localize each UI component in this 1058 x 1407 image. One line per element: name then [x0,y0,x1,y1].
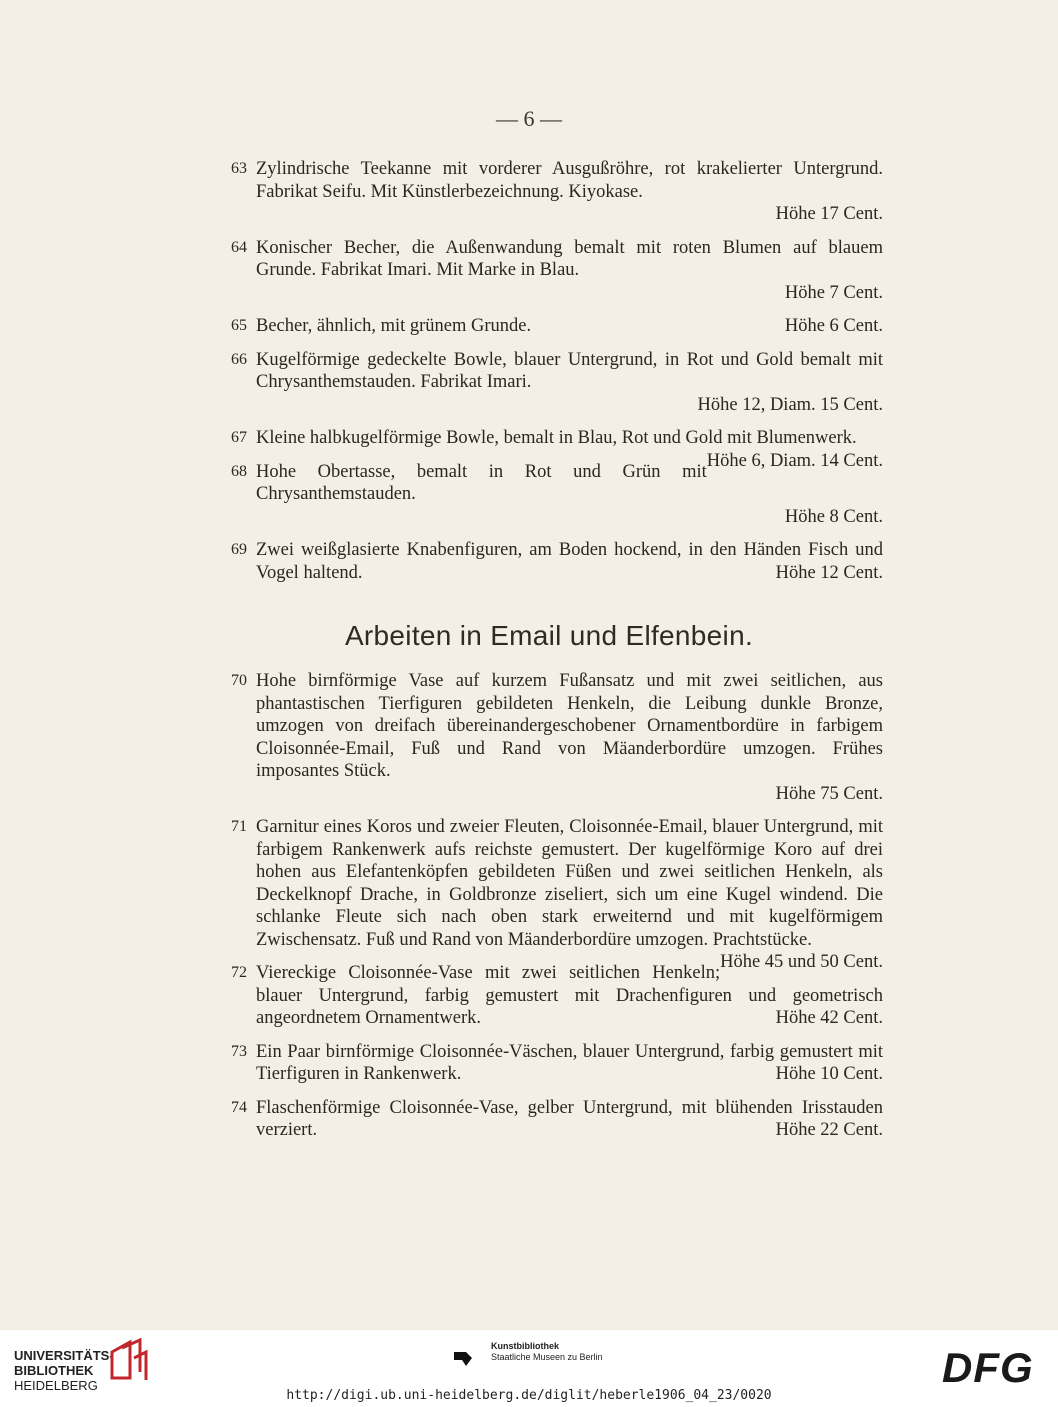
dfg-logo[interactable]: DFG [942,1344,1034,1391]
entry-description-text: Hohe birnförmige Vase auf kurzem Fußansatz und mit zwei seitlichen, aus phantastischen Tierfiguren gebildeten Henkeln, die Leibung dunkle Bronze, umzogen von dreifach übereinandergeschobener Ornamentbordüre in farbigem Cloisonnée-Email, Fuß und Rand von Mäanderbordüre umzogen. Frühes imposantes Stück. [256,671,883,781]
entry-number: 67 [231,429,247,446]
entry-description-text: Becher, ähnlich, mit grünem Grunde. [256,316,532,336]
entry-description-text: Kleine halbkugelförmige Bowle, bemalt in Blau, Rot und Gold mit Blumenwerk. [256,428,857,448]
entry-description-text: Kugelförmige gedeckelte Bowle, blauer Untergrund, in Rot und Gold bemalt mit Chrysanthemstauden. Fabrikat Imari. [256,349,883,392]
entry-number: 69 [231,541,247,558]
entry-number: 73 [231,1042,247,1060]
catalogue-entry [215,158,883,226]
entry-number: 66 [231,350,247,368]
section-title: Arbeiten in Email und Elfenbein. [344,620,754,651]
entry-description [256,237,883,282]
catalogue-entry [215,237,883,305]
entry-measurement: Höhe 7 Cent. [784,282,883,303]
catalogue-entry [215,315,883,338]
entry-description [256,670,883,783]
entry-description [256,1041,883,1086]
entry-description-text: Hohe Obertasse, bemalt in Rot und Grün mit Chrysanthemstauden. [256,461,707,504]
entry-description [256,315,883,338]
entry-number: 71 [231,818,247,835]
catalogue-entry [215,539,883,584]
entry-description [256,461,883,506]
entry-description-text: Viereckige Cloisonnée-Vase mit zwei seitlichen Henkeln; blauer Untergrund, farbig gemustert mit Drachenfiguren und geometrisch angeordnetem Ornamentwerk. [256,963,883,1028]
entry-measurement: Höhe 22 Cent. [775,1120,883,1140]
entry-description [256,962,883,1030]
library-name-line3: HEIDELBERG [14,1378,98,1393]
entry-measurement: Höhe 45 und 50 Cent. [720,952,883,972]
catalogue-entry [215,1097,883,1142]
catalogue-entry [215,1041,883,1086]
kunstbibliothek-logo-icon [452,1344,474,1368]
catalogue-entry [215,816,883,972]
catalogue-entry [215,461,883,529]
entry-description-text: Garnitur eines Koros und zweier Fleuten, Cloisonnée-Email, blauer Untergrund, mit farbigem Rankenwerk aufs reichste gemustert. Der kugelförmige Koro auf drei hohen aus Elefantenköpfen gebildeten Füßen und zwei seitlichen Henkeln, als Deckelknopf Drache, in Goldbronze ziseliert, sich um eine Kugel windend. Die schlanke Fleute sich nach oben stark erweiternd und mit kugelförmigem Zwischensatz. Fuß und Rand von Mäanderbordüre umzogen. Prachtstücke. [256,817,883,950]
entry-description-text: Konischer Becher, die Außenwandung bemalt mit roten Blumen auf blauem Grunde. Fabrikat Imari. Mit Marke in Blau. [256,237,883,280]
entry-measurement: Höhe 75 Cent. [775,783,883,804]
entry-description [256,1097,883,1142]
entry-measurement: Höhe 12, Diam. 15 Cent. [697,394,883,415]
catalogue-entry [215,670,883,805]
catalogue-content [215,158,883,1153]
entry-number: 63 [231,160,247,177]
catalogue-entry [215,349,883,417]
entry-number: 65 [231,317,247,334]
entry-measurement: Höhe 17 Cent. [775,204,883,224]
entry-measurement: Höhe 12 Cent. [775,562,883,583]
entries-email-elfenbein [215,670,883,1142]
library-name-line1: UNIVERSITÄTS- [14,1348,114,1363]
entry-description-text: Zylindrische Teekanne mit vorderer Ausgußröhre, rot krakelierter Untergrund. Fabrikat Seifu. Mit Künstlerbezeichnung. Kiyokase. [256,159,883,202]
entry-description [256,539,883,584]
entry-number: 68 [231,462,247,480]
entry-description-text: Flaschenförmige Cloisonnée-Vase, gelber Untergrund, mit blühenden Irisstauden verziert. [256,1097,883,1140]
entry-measurement: Höhe 6, Diam. 14 Cent. [706,450,883,471]
catalogue-entry [215,962,883,1030]
entry-description [256,158,883,203]
entry-measurement: Höhe 42 Cent. [775,1008,883,1028]
entry-number: 64 [231,238,247,256]
page-number: — 6 — [496,106,562,131]
kb-subtitle: Staatliche Museen zu Berlin [491,1352,603,1362]
entry-description [256,349,883,394]
entries-porcelain [215,158,883,584]
entry-description [256,816,883,972]
entry-measurement: Höhe 10 Cent. [775,1064,883,1084]
entry-number: 74 [231,1098,247,1116]
kb-name: Kunstbibliothek [491,1341,559,1351]
entry-measurement: Höhe 6 Cent. [784,316,883,336]
entry-description-text: Zwei weißglasierte Knabenfiguren, am Boden hockend, in den Händen Fisch und Vogel haltend. [256,540,883,583]
library-name-line2: BIBLIOTHEK [14,1363,94,1378]
ub-heidelberg-logo[interactable] [14,1348,114,1393]
entry-number: 72 [231,964,247,981]
entry-description [256,427,883,471]
entry-description-text: Ein Paar birnförmige Cloisonnée-Väschen, blauer Untergrund, farbig gemustert mit Tierfiguren in Rankenwerk. [256,1041,883,1084]
footer-bar [0,1330,1058,1407]
permalink-url[interactable]: http://digi.ub.uni-heidelberg.de/diglit/heberle1906_04_23/0020 [286,1388,772,1403]
ub-logo-icon [108,1338,148,1382]
entry-measurement: Höhe 8 Cent. [784,506,883,527]
entry-number: 70 [231,672,247,689]
